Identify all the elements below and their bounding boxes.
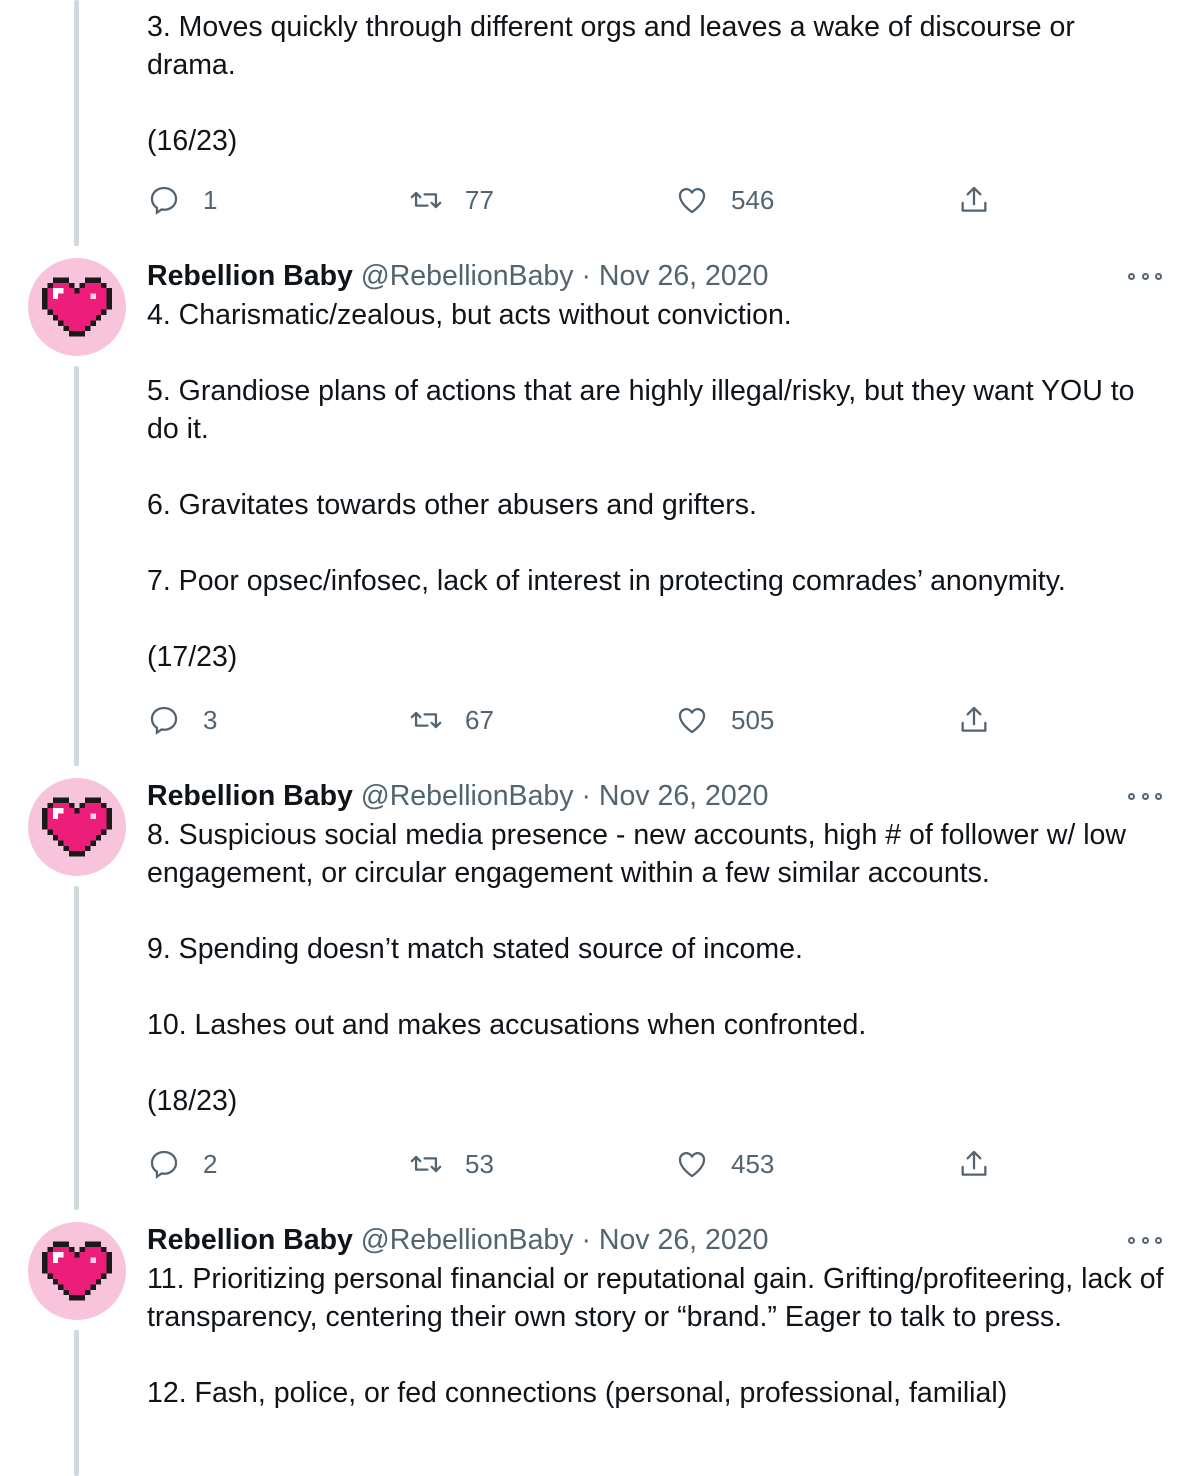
reply-count: 1 <box>203 184 218 215</box>
heart-icon <box>675 1147 709 1181</box>
heart-icon <box>675 183 709 217</box>
tweet-actions <box>147 1144 1047 1184</box>
more-icon <box>1128 1237 1135 1244</box>
retweet-icon <box>409 1147 443 1181</box>
avatar[interactable] <box>28 258 126 356</box>
share-button[interactable] <box>957 700 991 740</box>
tweet-text: 6. Gravitates towards other abusers and grifters. <box>147 489 757 521</box>
thread-line <box>74 0 79 246</box>
share-button[interactable] <box>957 180 991 220</box>
author-name[interactable]: Rebellion Baby <box>147 780 353 812</box>
avatar[interactable] <box>28 778 126 876</box>
tweet-actions <box>147 180 1047 220</box>
tweet-body <box>147 258 1167 676</box>
reply-icon <box>147 703 181 737</box>
tweet-body <box>147 8 1167 160</box>
reply-button[interactable] <box>147 180 217 220</box>
like-count: 546 <box>731 184 775 215</box>
author-handle[interactable]: @RebellionBaby <box>360 260 574 292</box>
tweet-text: (17/23) <box>147 641 238 673</box>
retweet-button[interactable] <box>409 1144 494 1184</box>
tweet-header <box>147 778 1167 816</box>
tweet-body <box>147 778 1167 1120</box>
more-icon-dot <box>1142 273 1149 280</box>
more-button[interactable] <box>1128 1230 1162 1250</box>
tweet-date[interactable]: Nov 26, 2020 <box>598 780 769 812</box>
like-button[interactable] <box>675 1144 774 1184</box>
pixel-heart-icon <box>42 796 112 858</box>
share-icon <box>957 703 991 737</box>
pixel-heart-icon <box>42 276 112 338</box>
like-button[interactable] <box>675 180 774 220</box>
separator: · <box>581 1224 591 1256</box>
tweet-text: 8. Suspicious social media presence - new accounts, high # of follower w/ low engagement, or circular engagement within a few similar accounts. <box>147 819 1126 889</box>
thread-line <box>74 1330 79 1476</box>
retweet-button[interactable] <box>409 180 494 220</box>
tweet-text: 7. Poor opsec/infosec, lack of interest in protecting comrades’ anonymity. <box>147 565 1066 597</box>
tweet-header <box>147 258 1167 296</box>
tweet-body <box>147 1222 1167 1412</box>
thread-line <box>74 886 79 1210</box>
retweet-icon <box>409 703 443 737</box>
more-button[interactable] <box>1128 786 1162 806</box>
retweet-icon <box>409 183 443 217</box>
more-icon-dot <box>1155 793 1162 800</box>
retweet-count: 53 <box>465 1148 494 1179</box>
tweet-text: (16/23) <box>147 125 238 157</box>
reply-button[interactable] <box>147 700 217 740</box>
author-handle[interactable]: @RebellionBaby <box>360 780 574 812</box>
retweet-count: 77 <box>465 184 494 215</box>
tweet-actions <box>147 700 1047 740</box>
tweet-text: 10. Lashes out and makes accusations when confronted. <box>147 1009 867 1041</box>
tweet-date[interactable]: Nov 26, 2020 <box>598 1224 769 1256</box>
share-icon <box>957 183 991 217</box>
pixel-heart-icon <box>42 1240 112 1302</box>
tweet-date[interactable]: Nov 26, 2020 <box>598 260 769 292</box>
tweet-text: 9. Spending doesn’t match stated source of income. <box>147 933 803 965</box>
retweet-button[interactable] <box>409 700 494 740</box>
reply-count: 2 <box>203 1148 218 1179</box>
reply-icon <box>147 183 181 217</box>
tweet-text: (18/23) <box>147 1085 238 1117</box>
more-button[interactable] <box>1128 266 1162 286</box>
reply-count: 3 <box>203 704 218 735</box>
more-icon-dot <box>1142 1237 1149 1244</box>
more-icon <box>1128 273 1135 280</box>
more-icon-dot <box>1142 793 1149 800</box>
tweet-text: 4. Charismatic/zealous, but acts without conviction. <box>147 299 792 331</box>
like-count: 505 <box>731 704 775 735</box>
more-icon-dot <box>1155 1237 1162 1244</box>
like-button[interactable] <box>675 700 774 740</box>
tweet-text: 11. Prioritizing personal financial or reputational gain. Grifting/profiteering, lack of transparency, centering their own story or “brand.” Eager to talk to press. <box>147 1263 1164 1333</box>
author-handle[interactable]: @RebellionBaby <box>360 1224 574 1256</box>
thread-line <box>74 366 79 766</box>
more-icon <box>1128 793 1135 800</box>
tweet-header <box>147 1222 1167 1260</box>
reply-icon <box>147 1147 181 1181</box>
tweet-text: 3. Moves quickly through different orgs and leaves a wake of discourse or drama. <box>147 11 1075 81</box>
share-icon <box>957 1147 991 1181</box>
tweet-text: 5. Grandiose plans of actions that are highly illegal/risky, but they want YOU to do it. <box>147 375 1135 445</box>
separator: · <box>581 780 591 812</box>
author-name[interactable]: Rebellion Baby <box>147 260 353 292</box>
reply-button[interactable] <box>147 1144 217 1184</box>
heart-icon <box>675 703 709 737</box>
retweet-count: 67 <box>465 704 494 735</box>
more-icon-dot <box>1155 273 1162 280</box>
like-count: 453 <box>731 1148 775 1179</box>
tweet-text: 12. Fash, police, or fed connections (personal, professional, familial) <box>147 1377 1008 1409</box>
separator: · <box>581 260 591 292</box>
author-name[interactable]: Rebellion Baby <box>147 1224 353 1256</box>
avatar[interactable] <box>28 1222 126 1320</box>
share-button[interactable] <box>957 1144 991 1184</box>
